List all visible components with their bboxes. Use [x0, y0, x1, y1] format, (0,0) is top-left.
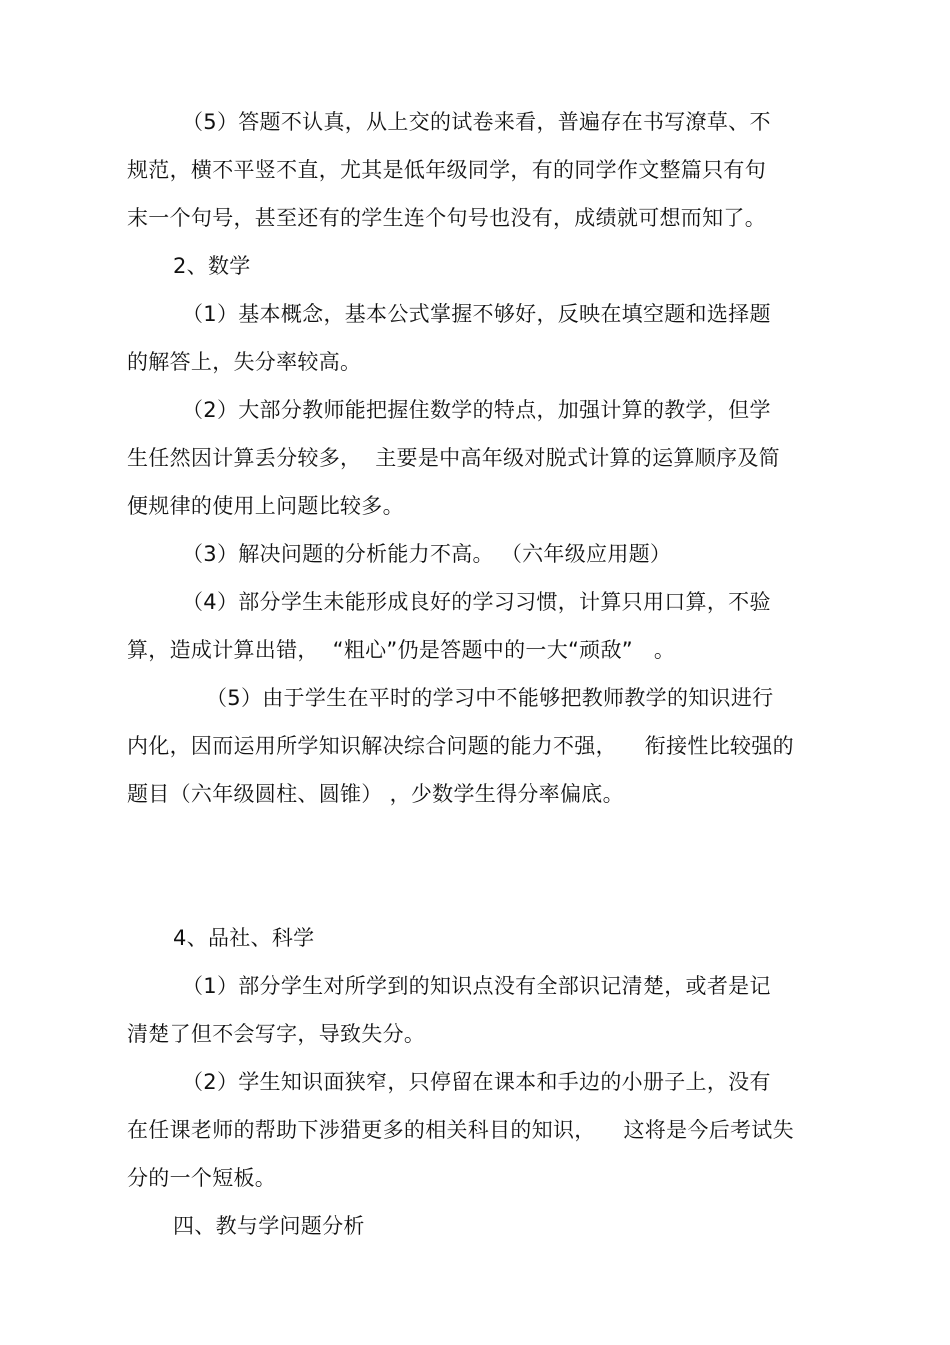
- paragraph-line: （2）学生知识面狭窄，只停留在课本和手边的小册子上，没有: [182, 1070, 771, 1094]
- paragraph-line: （4）部分学生未能形成良好的学习习惯，计算只用口算，不验: [182, 590, 771, 614]
- paragraph-line: 题目（六年级圆柱、圆锥） ，少数学生得分率偏底。: [127, 782, 624, 806]
- paragraph-line: （1）部分学生对所学到的知识点没有全部识记清楚，或者是记: [182, 974, 771, 998]
- paragraph-line: 的解答上，失分率较高。: [127, 350, 362, 374]
- paragraph-line: 生任然因计算丢分较多， 主要是中高年级对脱式计算的运算顺序及简: [127, 446, 780, 470]
- paragraph-line: 分的一个短板。: [127, 1166, 277, 1190]
- paragraph-line: 末一个句号，甚至还有的学生连个句号也没有，成绩就可想而知了。: [127, 206, 766, 230]
- section-heading: 4、品社、科学: [173, 926, 315, 950]
- paragraph-line: （3）解决问题的分析能力不高。 （六年级应用题）: [182, 542, 672, 566]
- paragraph-line: 内化，因而运用所学知识解决综合问题的能力不强， 衔接性比较强的: [127, 734, 794, 758]
- paragraph-line: （2）大部分教师能把握住数学的特点，加强计算的教学，但学: [182, 398, 771, 422]
- section-heading: 四、教与学问题分析: [173, 1214, 365, 1238]
- paragraph-line: 算，造成计算出错， “粗心”仍是答题中的一大“顽敌” 。: [127, 638, 676, 662]
- paragraph-line: （5）答题不认真，从上交的试卷来看，普遍存在书写潦草、不: [182, 110, 771, 134]
- paragraph-line: 清楚了但不会写字，导致失分。: [127, 1022, 426, 1046]
- paragraph-line: 在任课老师的帮助下涉猎更多的相关科目的知识， 这将是今后考试失: [127, 1118, 794, 1142]
- section-heading: 2、数学: [173, 254, 251, 278]
- paragraph-line: 便规律的使用上问题比较多。: [127, 494, 404, 518]
- paragraph-line: （1）基本概念，基本公式掌握不够好，反映在填空题和选择题: [182, 302, 771, 326]
- paragraph-line: 规范，横不平竖不直，尤其是低年级同学，有的同学作文整篇只有句: [127, 158, 766, 182]
- paragraph-line: （5）由于学生在平时的学习中不能够把教师教学的知识进行: [206, 686, 774, 710]
